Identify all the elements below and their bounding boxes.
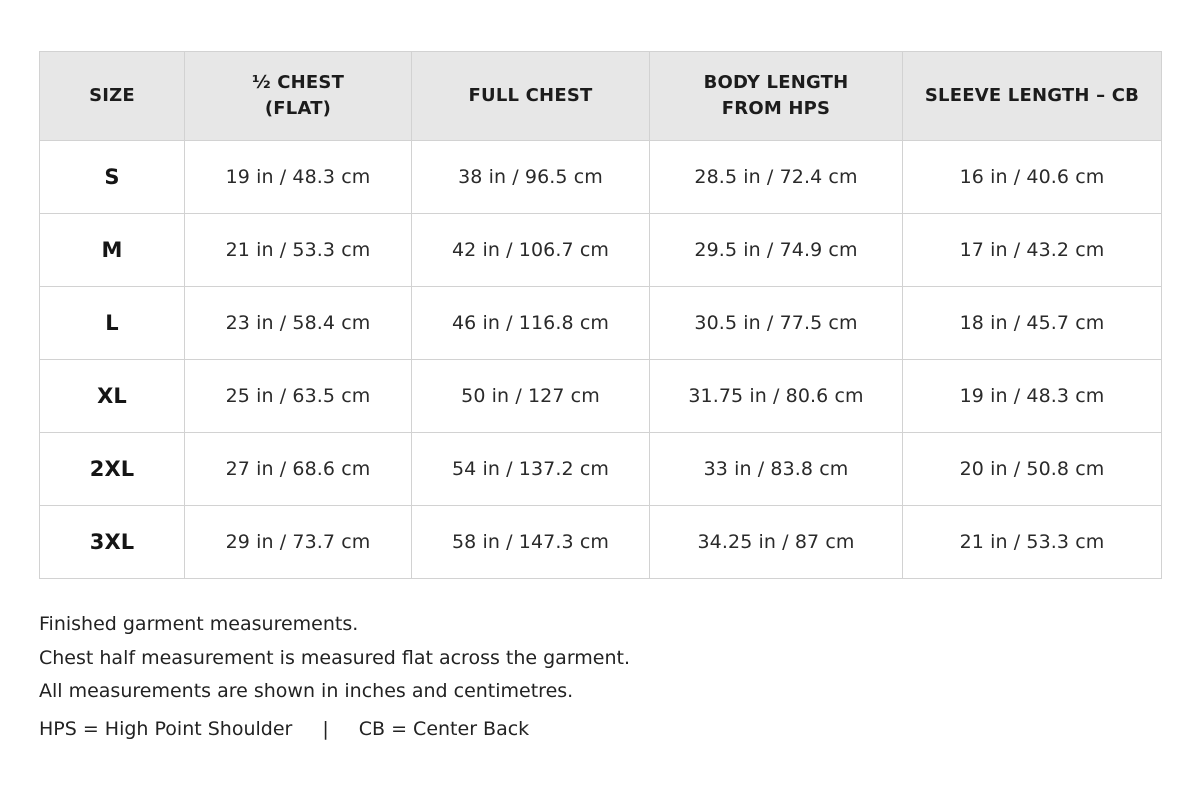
half-chest-cell: 27 in / 68.6 cm: [185, 433, 412, 506]
size-chart-body: [40, 141, 1162, 579]
body-length-cell: 34.25 in / 87 cm: [650, 506, 903, 579]
sleeve-length-cell: 21 in / 53.3 cm: [903, 506, 1162, 579]
table-row: [40, 141, 1162, 214]
full-chest-cell: 58 in / 147.3 cm: [412, 506, 650, 579]
full-chest-cell: 42 in / 106.7 cm: [412, 214, 650, 287]
size-cell: XL: [40, 360, 185, 433]
table-row: [40, 287, 1162, 360]
size-cell: L: [40, 287, 185, 360]
full-chest-cell: 38 in / 96.5 cm: [412, 141, 650, 214]
sleeve-length-cell: 18 in / 45.7 cm: [903, 287, 1162, 360]
abbreviation-legend: [39, 712, 529, 746]
size-cell: M: [40, 214, 185, 287]
header-sleeve-length-label: SLEEVE LENGTH – CB: [924, 85, 1140, 106]
body-length-cell: 33 in / 83.8 cm: [650, 433, 903, 506]
body-length-cell: 30.5 in / 77.5 cm: [650, 287, 903, 360]
header-size: [40, 52, 185, 141]
header-half-chest-line2: (FLAT): [264, 98, 332, 119]
half-chest-cell: 25 in / 63.5 cm: [185, 360, 412, 433]
size-chart-table: [39, 51, 1162, 579]
header-full-chest-label: FULL CHEST: [468, 85, 593, 106]
note-finished-garment: Finished garment measurements.: [39, 613, 359, 635]
table-row: [40, 506, 1162, 579]
header-sleeve-length: [903, 52, 1162, 141]
table-row: [40, 214, 1162, 287]
header-size-label: SIZE: [89, 85, 135, 106]
legend-hps: HPS = High Point Shoulder: [39, 718, 293, 740]
note-chest-half: Chest half measurement is measured flat across the garment.: [39, 646, 631, 669]
header-half-chest-line1: ½ CHEST: [251, 72, 345, 93]
sleeve-length-cell: 20 in / 50.8 cm: [903, 433, 1162, 506]
sleeve-length-cell: 17 in / 43.2 cm: [903, 214, 1162, 287]
measurement-notes: [39, 608, 630, 709]
legend-separator: |: [322, 718, 329, 740]
legend-cb: CB = Center Back: [358, 718, 530, 740]
half-chest-cell: 23 in / 58.4 cm: [185, 287, 412, 360]
half-chest-cell: 29 in / 73.7 cm: [185, 506, 412, 579]
size-cell: 2XL: [40, 433, 185, 506]
header-row: [40, 52, 1162, 141]
header-body-length-line2: FROM HPS: [721, 98, 831, 119]
body-length-cell: 31.75 in / 80.6 cm: [650, 360, 903, 433]
full-chest-cell: 54 in / 137.2 cm: [412, 433, 650, 506]
full-chest-cell: 50 in / 127 cm: [412, 360, 650, 433]
sleeve-length-cell: 16 in / 40.6 cm: [903, 141, 1162, 214]
sleeve-length-cell: 19 in / 48.3 cm: [903, 360, 1162, 433]
size-cell: 3XL: [40, 506, 185, 579]
header-body-length-line1: BODY LENGTH: [703, 72, 849, 93]
half-chest-cell: 21 in / 53.3 cm: [185, 214, 412, 287]
header-half-chest: [185, 52, 412, 141]
full-chest-cell: 46 in / 116.8 cm: [412, 287, 650, 360]
size-chart-header: [40, 52, 1162, 141]
table-row: [40, 360, 1162, 433]
half-chest-cell: 19 in / 48.3 cm: [185, 141, 412, 214]
header-full-chest: [412, 52, 650, 141]
table-row: [40, 433, 1162, 506]
body-length-cell: 28.5 in / 72.4 cm: [650, 141, 903, 214]
note-units: All measurements are shown in inches and centimetres.: [39, 680, 574, 702]
header-body-length: [650, 52, 903, 141]
body-length-cell: 29.5 in / 74.9 cm: [650, 214, 903, 287]
size-cell: S: [40, 141, 185, 214]
